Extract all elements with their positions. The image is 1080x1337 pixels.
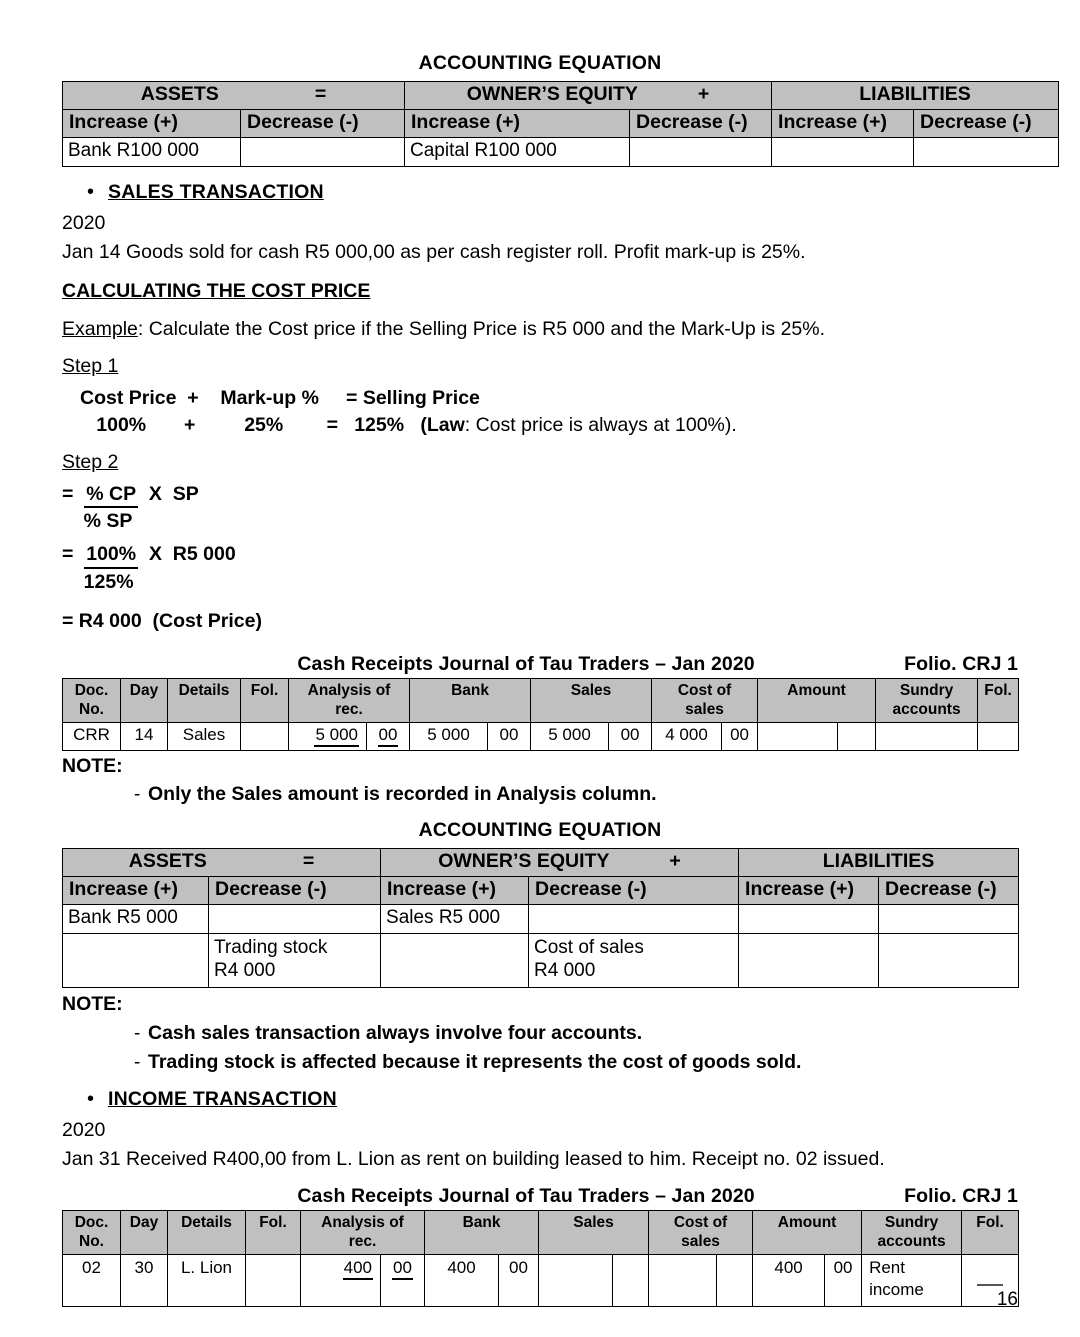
note-2-item-row-2 <box>62 1051 1018 1074</box>
note-2-item-text-2: Trading stock is affected because it represents the cost of goods sold. <box>148 1050 802 1073</box>
note-1-item-text: Only the Sales amount is recorded in Analysis column. <box>148 783 657 806</box>
step-1-values-line <box>62 412 1018 438</box>
step-2-formula-denominator-line: % SP <box>62 510 133 533</box>
journal-cell-sundry: Rent income <box>862 1255 962 1307</box>
journal-header-day: Day <box>121 678 168 722</box>
journal-header-details: Details <box>168 678 241 722</box>
journal-cell-bank-rand: 5 000 <box>410 722 488 750</box>
col-header-oe-decrease: Decrease (-) <box>630 110 772 138</box>
journal-header-bank: Bank <box>410 678 531 722</box>
example-text: : Calculate the Cost price if the Selling Price is R5 000 and the Mark-Up is 25%. <box>137 318 826 341</box>
cash-receipts-journal-2 <box>62 1210 1019 1307</box>
journal-cell-cost-rand <box>649 1255 717 1307</box>
journal-2-folio: Folio. CRJ 1 <box>904 1185 1018 1208</box>
bullet-icon: • <box>86 1087 94 1110</box>
table-row <box>63 905 1019 934</box>
journal-cell-fol <box>246 1255 301 1307</box>
journal-cell-analysis-rand: 5 000 <box>289 722 367 750</box>
journal-cell-bank-rand: 400 <box>425 1255 499 1307</box>
journal-2-title-row <box>62 1185 1018 1208</box>
step-1-law-note: : Cost price is always at 100%). <box>464 413 737 436</box>
journal-cell-cost-cents: 00 <box>722 722 758 750</box>
cash-receipts-journal-1 <box>62 678 1019 751</box>
journal-cell-day: 30 <box>121 1255 168 1307</box>
sales-entry: Jan 14 Goods sold for cash R5 000,00 as per cash register roll. Profit mark-up is 25%. <box>62 241 806 264</box>
sales-year: 2020 <box>62 212 106 234</box>
journal-cell-doc-no: 02 <box>63 1255 121 1307</box>
journal-cell-sales-cents: 00 <box>609 722 652 750</box>
income-transaction-heading-row <box>62 1087 1018 1111</box>
journal-header-amount: Amount <box>758 678 876 722</box>
journal-header-sales: Sales <box>539 1211 649 1255</box>
journal-1-header-row <box>63 678 1019 722</box>
journal-cell-sales-rand <box>539 1255 613 1307</box>
income-year: 2020 <box>62 1118 106 1141</box>
journal-cell-amount-cents: 00 <box>825 1255 862 1307</box>
note-2-item-text-1: Cash sales transaction always involve four accounts. <box>148 1021 643 1044</box>
journal-cell-cost-cents <box>717 1255 753 1307</box>
cell-assets-increase: Bank R5 000 <box>63 905 209 934</box>
journal-cell-day: 14 <box>121 722 168 750</box>
journal-cell-details: L. Lion <box>168 1255 246 1307</box>
journal-header-fol-2: Fol. <box>962 1211 1019 1255</box>
step-2-eq-sign-2: = <box>62 543 85 566</box>
journal-1-title: Cash Receipts Journal of Tau Traders – Jan 2020 <box>297 652 755 675</box>
note-1-title: NOTE: <box>62 754 123 777</box>
cell-assets-decrease <box>241 138 405 167</box>
step-2-formula-numerator-line <box>62 481 1018 508</box>
journal-header-sundry-accounts: Sundry accounts <box>862 1211 962 1255</box>
journal-header-day: Day <box>121 1211 168 1255</box>
cell-liab-increase <box>772 138 914 167</box>
table-column-header-row <box>63 877 1019 905</box>
journal-header-cost-of-sales: Cost of sales <box>649 1211 753 1255</box>
journal-header-fol: Fol. <box>246 1211 301 1255</box>
note-1-item-row <box>62 783 1018 806</box>
group-header-assets: ASSETS = <box>63 82 405 110</box>
accounting-equation-title-1: ACCOUNTING EQUATION <box>418 52 662 74</box>
journal-cell-sales-cents <box>613 1255 649 1307</box>
journal-cell-analysis-rand: 400 <box>301 1255 381 1307</box>
journal-header-fol: Fol. <box>241 678 289 722</box>
dash-marker: - <box>134 1051 141 1073</box>
col-header-assets-increase: Increase (+) <box>63 110 241 138</box>
step-2-numbers-denominator-line: 125% <box>62 570 134 593</box>
cell-oe-decrease <box>630 138 772 167</box>
dash-marker: - <box>134 1022 141 1044</box>
journal-header-doc-no: Doc. No. <box>63 678 121 722</box>
journal-2-title: Cash Receipts Journal of Tau Traders – Jan 2020 <box>297 1185 755 1208</box>
col-header-liab-increase: Increase (+) <box>739 877 879 905</box>
cell-oe-decrease-2: Cost of sales R4 000 <box>529 934 739 988</box>
journal-cell-bank-cents: 00 <box>488 722 531 750</box>
journal-cell-amount-rand <box>758 722 838 750</box>
journal-header-sales: Sales <box>531 678 652 722</box>
journal-2-header-row <box>63 1211 1019 1255</box>
journal-header-analysis-of-rec: Analysis of rec. <box>301 1211 425 1255</box>
income-entry: Jan 31 Received R400,00 from L. Lion as rent on building leased to him. Receipt no. 02 issued. <box>62 1147 885 1170</box>
step-1-values-bold: 100% + 25% = 125% (Law <box>80 413 465 436</box>
example-line <box>62 317 1018 342</box>
cell-liab-increase <box>739 905 879 934</box>
cell-oe-decrease <box>529 905 739 934</box>
cell-assets-increase: Bank R100 000 <box>63 138 241 167</box>
table-row <box>63 138 1059 167</box>
cell-assets-decrease <box>209 905 381 934</box>
step-2-multiplier-value: X R5 000 <box>138 543 236 566</box>
col-header-assets-increase: Increase (+) <box>63 877 209 905</box>
income-transaction-heading: INCOME TRANSACTION <box>108 1087 337 1110</box>
cell-oe-increase-2 <box>381 934 529 988</box>
journal-cell-bank-cents: 00 <box>499 1255 539 1307</box>
accounting-equation-table-2 <box>62 848 1019 988</box>
accounting-equation-title-2: ACCOUNTING EQUATION <box>418 819 662 842</box>
group-header-owners-equity: OWNER’S EQUITY + <box>381 849 739 877</box>
journal-1-title-row <box>62 653 1018 676</box>
journal-cell-analysis-cents: 00 <box>381 1255 425 1307</box>
note-2-item-row-1 <box>62 1022 1018 1045</box>
col-header-oe-increase: Increase (+) <box>405 110 630 138</box>
col-header-liab-decrease: Decrease (-) <box>879 877 1019 905</box>
cell-liab-decrease-2 <box>879 934 1019 988</box>
col-header-assets-decrease: Decrease (-) <box>209 877 381 905</box>
fol-dash-mark <box>977 1271 1003 1286</box>
step-2-numerator-value: 100% <box>84 544 138 568</box>
table-row <box>63 934 1019 988</box>
journal-cell-cost-rand: 4 000 <box>652 722 722 750</box>
journal-cell-analysis-cents: 00 <box>367 722 410 750</box>
journal-cell-fol-2 <box>978 722 1019 750</box>
calculating-cost-price-heading: CALCULATING THE COST PRICE <box>62 279 371 302</box>
journal-1-folio: Folio. CRJ 1 <box>904 652 1018 675</box>
example-label: Example <box>62 318 138 341</box>
cell-liab-increase-2 <box>739 934 879 988</box>
table-group-header-row <box>63 849 1019 877</box>
col-header-liab-increase: Increase (+) <box>772 110 914 138</box>
col-header-oe-increase: Increase (+) <box>381 877 529 905</box>
col-header-assets-decrease: Decrease (-) <box>241 110 405 138</box>
group-header-owners-equity: OWNER’S EQUITY + <box>405 82 772 110</box>
journal-cell-sales-rand: 5 000 <box>531 722 609 750</box>
cell-assets-increase-2 <box>63 934 209 988</box>
cell-assets-decrease-2: Trading stock R4 000 <box>209 934 381 988</box>
journal-cell-fol <box>241 722 289 750</box>
journal-header-bank: Bank <box>425 1211 539 1255</box>
step-1-formula-line: Cost Price + Mark-up % = Selling Price <box>80 387 480 410</box>
table-row <box>63 722 1019 750</box>
sales-transaction-heading-row <box>62 180 1018 204</box>
journal-header-amount: Amount <box>753 1211 862 1255</box>
journal-cell-amount-rand: 400 <box>753 1255 825 1307</box>
journal-header-details: Details <box>168 1211 246 1255</box>
accounting-equation-table-1 <box>62 81 1059 167</box>
step-1-label: Step 1 <box>62 355 119 378</box>
journal-cell-doc-no: CRR <box>63 722 121 750</box>
group-header-liabilities: LIABILITIES <box>739 849 1019 877</box>
step-2-eq-sign: = <box>62 482 85 505</box>
cell-liab-decrease <box>879 905 1019 934</box>
group-header-assets: ASSETS = <box>63 849 381 877</box>
dash-marker: - <box>134 784 141 806</box>
table-column-header-row <box>63 110 1059 138</box>
table-group-header-row <box>63 82 1059 110</box>
step-2-numbers-numerator-line <box>62 541 1018 568</box>
journal-header-analysis-of-rec: Analysis of rec. <box>289 678 410 722</box>
page-number: 16 <box>996 1289 1018 1310</box>
journal-header-cost-of-sales: Cost of sales <box>652 678 758 722</box>
journal-header-fol-2: Fol. <box>978 678 1019 722</box>
cell-oe-increase: Capital R100 000 <box>405 138 630 167</box>
journal-cell-details: Sales <box>168 722 241 750</box>
bullet-icon: • <box>86 181 94 203</box>
journal-header-sundry-accounts: Sundry accounts <box>876 678 978 722</box>
page-content <box>62 52 1032 1307</box>
journal-cell-sundry <box>876 722 978 750</box>
cell-liab-decrease <box>914 138 1059 167</box>
cost-price-result: = R4 000 (Cost Price) <box>62 609 262 632</box>
journal-header-doc-no: Doc. No. <box>63 1211 121 1255</box>
step-2-multiplier: X SP <box>138 482 199 505</box>
cell-oe-increase: Sales R5 000 <box>381 905 529 934</box>
journal-cell-amount-cents <box>838 722 876 750</box>
col-header-oe-decrease: Decrease (-) <box>529 877 739 905</box>
col-header-liab-decrease: Decrease (-) <box>914 110 1059 138</box>
table-row <box>63 1255 1019 1307</box>
step-2-numerator: % CP <box>84 484 138 508</box>
group-header-liabilities: LIABILITIES <box>772 82 1059 110</box>
sales-transaction-heading: SALES TRANSACTION <box>108 181 324 203</box>
note-2-title: NOTE: <box>62 993 123 1016</box>
step-2-label: Step 2 <box>62 450 119 473</box>
